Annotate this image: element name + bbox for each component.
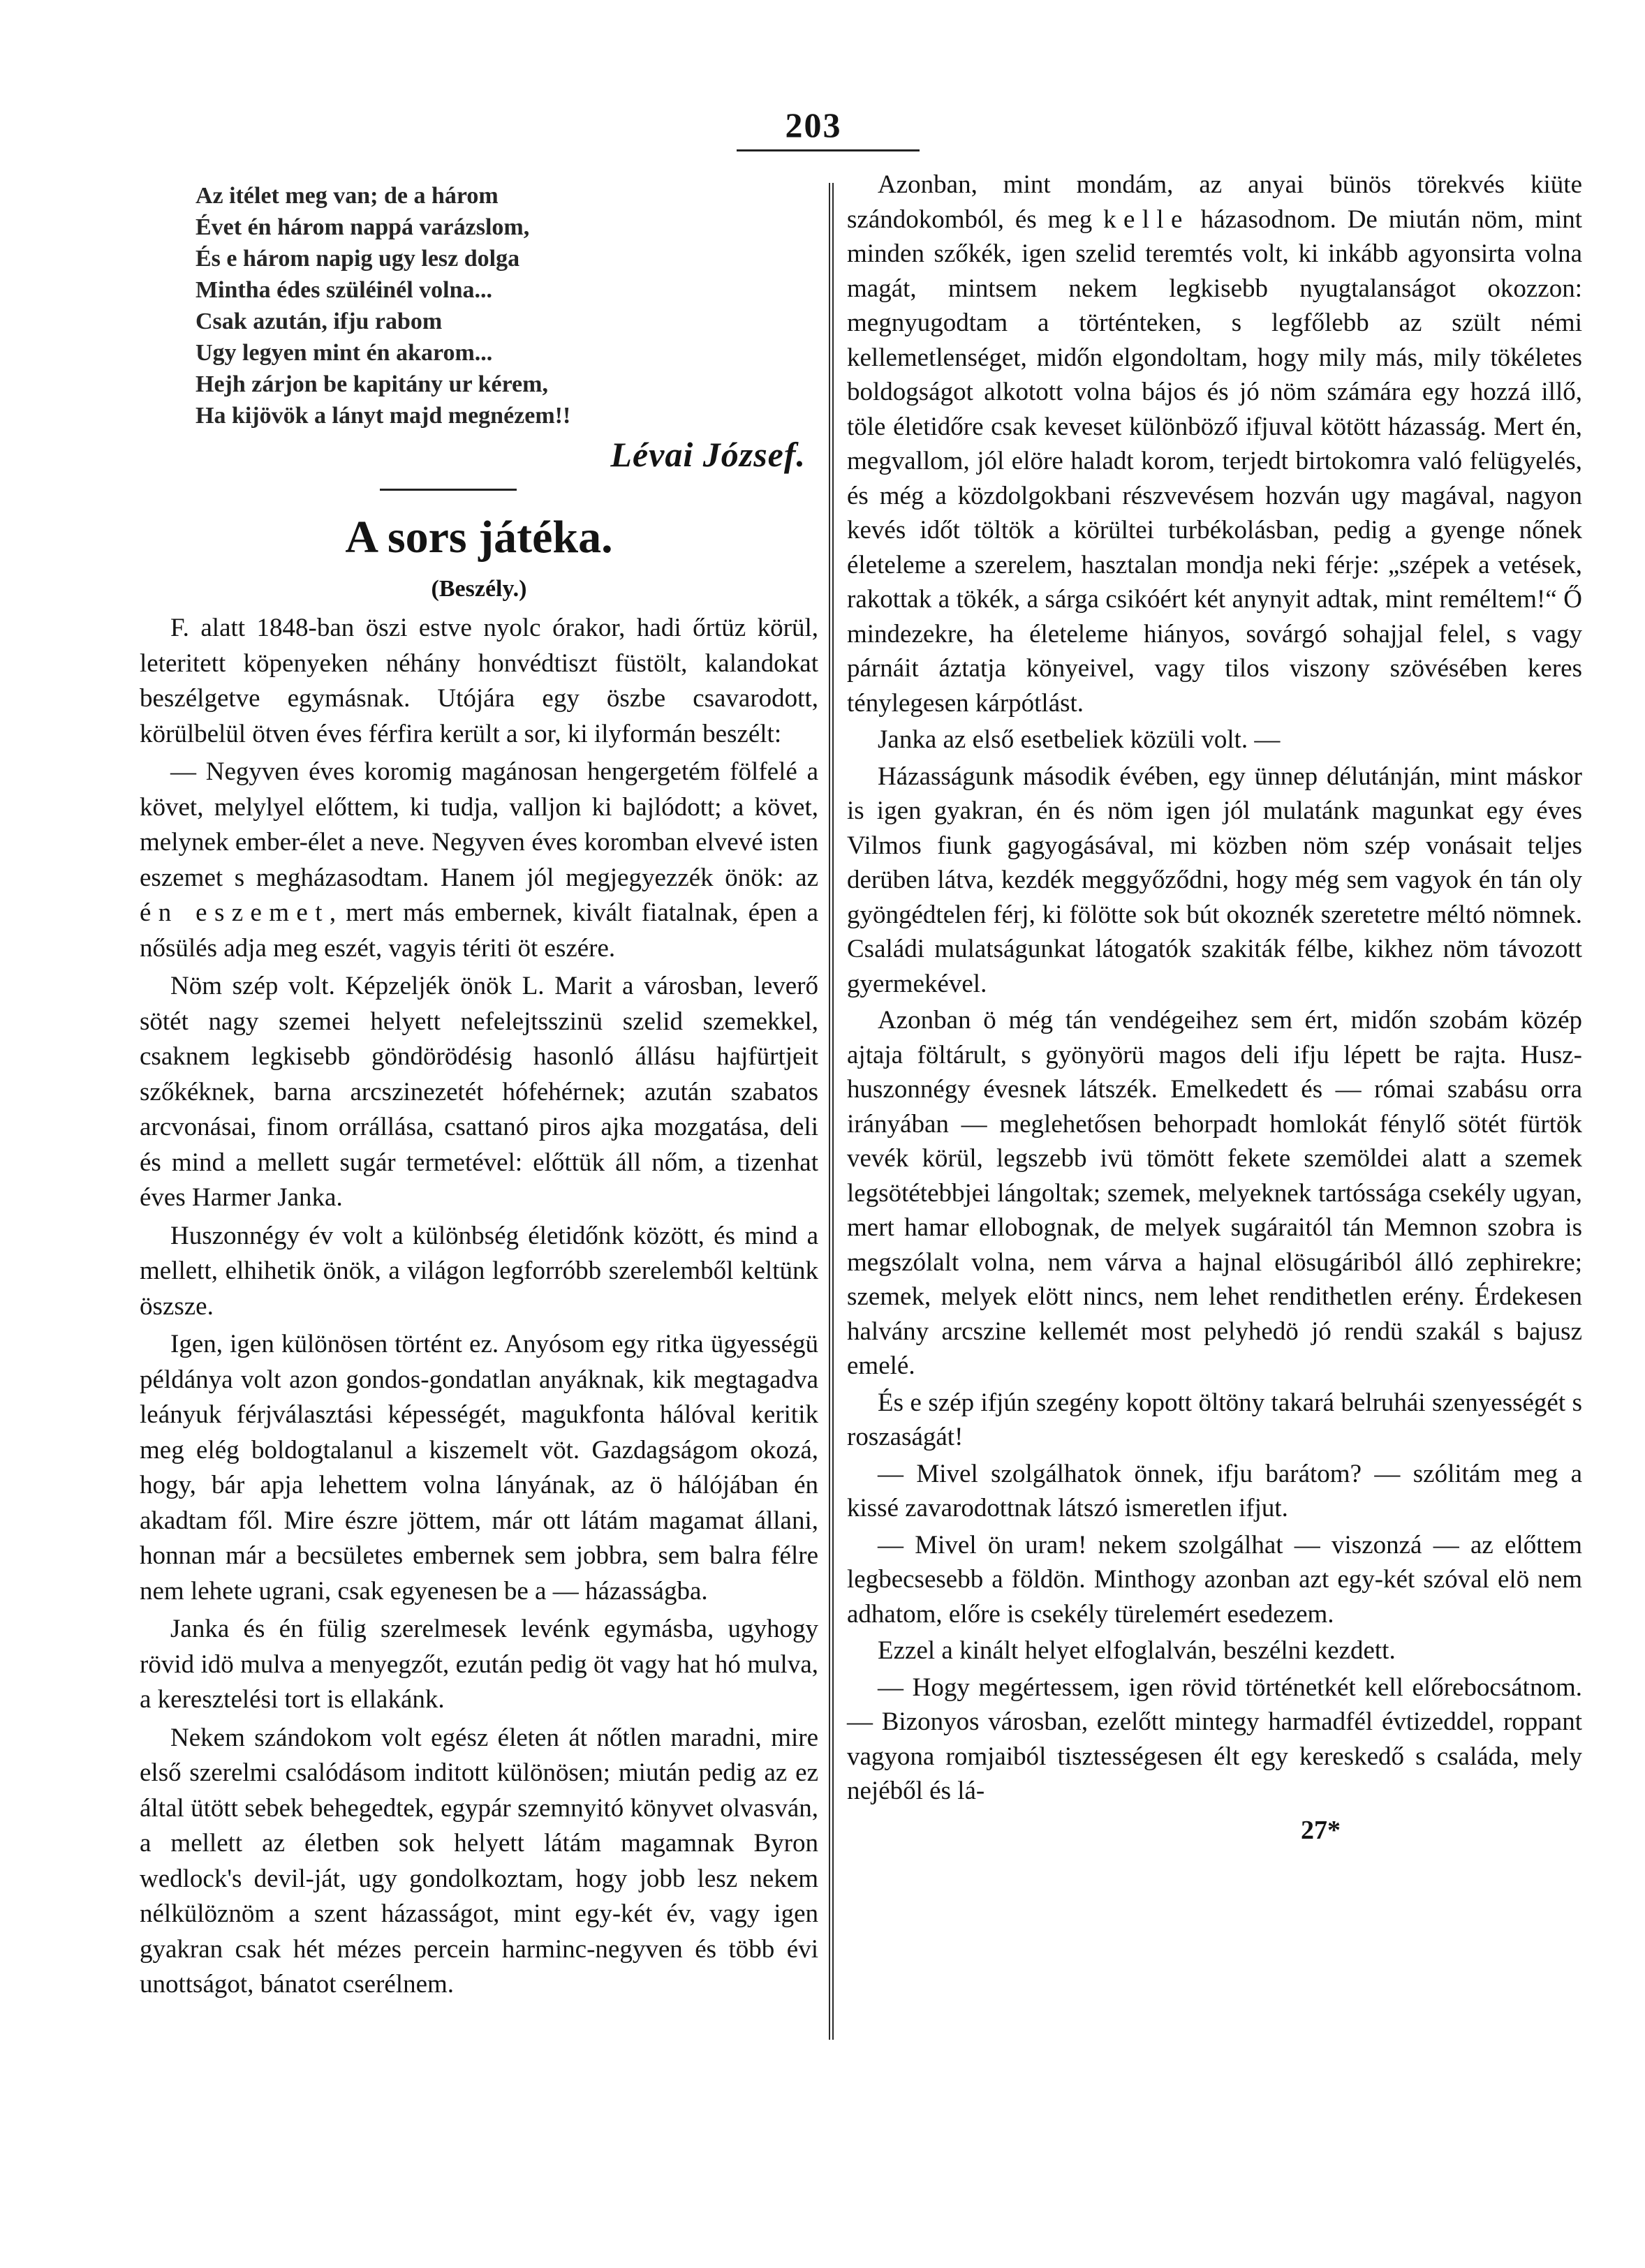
story-paragraph: Janka az első esetbeliek közüli volt. — xyxy=(878,725,1281,754)
story-paragraph xyxy=(140,755,818,966)
page-number: 203 xyxy=(785,105,842,144)
poem-line: Hejh zárjon be kapitány ur kérem, xyxy=(196,371,548,397)
story-paragraph: Huszonnégy év volt a különbség életidőnk között, és mind a mellett, elhihetik önök, a világon legforróbb szerelemből keltünk öszsze. xyxy=(140,1221,818,1321)
story-paragraph: Nekem szándokom volt egész életen át nőtlen maradni, mire első szerelmi csalódásom inditott különösen; miután pedig az ez által ütött sebek behegedtek, egypár szemnyitó könyvet olvasván, a mellett az életben sok helyett látám magamnak Byron wedlock's devil-ját, ugy gondolkoztam, hogy jobb lesz nekem nélkülöznöm a szent házasságot, mint egy-két év, vagy igen gyakran csak hét mézes percein harminc-negyven és több évi unottságot, bánatot cserélnem. xyxy=(140,1723,818,1999)
header-rule xyxy=(737,149,920,151)
poem-line: Ha kijövök a lányt majd megnézem!! xyxy=(196,403,571,429)
column-divider xyxy=(829,183,834,2040)
story-text: Azonban, mint mondám, az anyai bünös törekvés kiüte szándokomból, és meg xyxy=(847,170,1582,234)
right-column xyxy=(847,168,1582,1846)
poem-line: Évet én három nappá varázslom, xyxy=(196,214,530,240)
story-paragraph: Janka és én fülig szerelmesek levénk egymásba, ugyhogy rövid idö mulva a menyegzőt, ezután pedig öt vagy hat hó mulva, a keresztelési tort is ellakánk. xyxy=(140,1615,818,1714)
story-title: A sors játéka. xyxy=(345,512,613,563)
story-text: — Negyven éves koromig magánosan hengergetém fölfelé a követ, melylyel előttem, ki tudja, valljon ki bajlódott; a követ, melynek ember-élet a neve. Negyven éves koromban elvevé isten eszemet s megházasodtam. Hanem jól megjegyezzék önök: az xyxy=(140,757,818,892)
story-paragraph xyxy=(847,168,1582,720)
story-paragraph: Házasságunk második évében, egy ünnep délutánján, mint máskor is igen gyakran, én és nöm igen jól mulatánk magunkat egy éves Vilmos fiunk gagyogásával, mi közben nöm szép vonásait teljes derüben látva, kezdék meggyőződni, hogy még sem vagyok én tán oly gyöngédtelen férj, ki fölötte sok bút okoznék szeretetre méltó nömnek. Családi mulatságunkat látogatók szakiták félbe, kikhez nöm távozott gyermekével. xyxy=(847,762,1582,998)
story-paragraph: Ezzel a kinált helyet elfoglalván, beszélni kezdett. xyxy=(878,1636,1396,1665)
story-paragraph: — Mivel szolgálhatok önnek, ifju barátom? — szólitám meg a kissé zavarodottnak látszó ismeretlen ifjut. xyxy=(847,1459,1582,1522)
story-text: , mert más embernek, kivált fiatalnak, épen a nősülés adja meg eszét, vagyis tériti öt eszére. xyxy=(140,898,818,963)
story-paragraph: F. alatt 1848-ban öszi estve nyolc órakor, hadi őrtüz körül, leteritett köpenyeken néhány honvédtiszt füstölt, kalandokat beszélgetve egymásnak. Utójára egy öszbe csavarodott, körülbelül ötven éves férfira került a sor, ki ilyformán beszélt: xyxy=(140,614,818,748)
spaced-emphasis: én eszemet xyxy=(140,898,330,927)
section-divider xyxy=(380,489,517,491)
story-paragraph: Azonban ö még tán vendégeihez sem ért, midőn szobám közép ajtaja föltárult, s gyönyörü magos deli ifju lépett be rajta. Husz-huszonnégy évesnek látszék. Emelkedett és — római szabásu orra irányában — meglehetősen behorpadt homlokát fénylő sötét fürtök vevék körül, legszebb ivü tömött fekete szemöldei alatt a szemek legsötétebbjei lángoltak; szemek, melyeknek tartóssága csekély ugyan, mert hamar ellobognak, de melyek sugáraitól tán Memnon szobra is megszólalt volna, nem várva a hajnal elösugáriból álló zephirekre; szemek, melyek elött nincs, nem lehet rendithetlen erény. Érdekesen halvány arcszine kellemét most pelyhedö jó rendü szakál s bajusz emelé. xyxy=(847,1006,1582,1380)
poem-line: És e három napig ugy lesz dolga xyxy=(196,246,520,272)
spaced-emphasis: kelle xyxy=(1103,205,1190,234)
story-text: házasodnom. De miután nöm, mint minden szőkék, igen szelid teremtés volt, ki inkább agyonsirta volna magát, mintsem nekem legkisebb nyugtalanságot okozzon: megnyugodtam a történteken, s legfőlebb az szült némi kellemetlenséget, midőn elgondoltam, hogy mily más, mily tökéletes boldogságot alkotott volna bájos és jó nöm számára egy hozzá illő, töle életidőre csak keveset különböző ifjuval kötött házasság. Mert én, megvallom, jól elöre haladt korom, terjedt birtokomra való felügyelés, és még a közdolgokbani részvevésem hozván ugy magával, nagyon kevés időt töltök a körültei turbékolásban, pedig a gyenge nőnek életeleme a szerelem, hasztalan mondja neki férje: „szépek a vetések, rakottak a tökék, a sárga csikóért két anynyit adtak, mint reméltem!“ Ő mindezekre, ha életeleme hiányos, sovárgó sohajjal felel, s vagy párnáit áztatja könyeivel, vagy tilos viszony szövésében keres ténylegesen kárpótlást. xyxy=(847,205,1583,718)
poem-line: Mintha édes szüléinél volna... xyxy=(196,277,493,303)
poem-line: Csak azután, ifju rabom xyxy=(196,309,443,334)
poem-line: Ugy legyen mint én akarom... xyxy=(196,340,493,366)
left-column xyxy=(140,168,818,2006)
poem-author-signature: Lévai József. xyxy=(610,435,806,474)
story-paragraph: — Hogy megértessem, igen rövid történetkét kell előrebocsátnom. — Bizonyos városban, ezelőtt mintegy harmadfél évtizeddel, roppant vagyona romjaiból tisztességesen élt egy kereskedő s családa, mely nejéből és lá- xyxy=(847,1673,1582,1805)
poem-line: Az itélet meg van; de a három xyxy=(196,183,499,209)
story-paragraph: És e szép ifjún szegény kopott öltöny takará belruhái szenyességét s roszaságát! xyxy=(847,1388,1582,1451)
story-paragraph: Nöm szép volt. Képzeljék önök L. Marit a városban, leverő sötét nagy szemei helyett nefelejtsszinü szelid szemekkel, csaknem legkisebb göndörödésig hasonló állásu hajfürtjeit szőkéknek, barna arcszinezetét hófehérnek; azután szabatos arcvonásai, finom orrállása, csattanó piros ajka mozgatása, deli és mind a mellett sugár termetével: előttük áll nőm, a tizenhat éves Harmer Janka. xyxy=(140,972,818,1212)
story-subtitle: (Beszély.) xyxy=(431,576,527,602)
story-paragraph: Igen, igen különösen történt ez. Anyósom egy ritka ügyességü példánya volt azon gondos-gondatlan anyáknak, kik megtagadva leányuk férjválasztási képességét, magukfonta hálóval keritik meg elég boldogtalanul a kiszemelt vöt. Gazdagságom okozá, hogy, bár apja lehettem volna lányának, az ö hálójában én akadtam fől. Mire észre jöttem, már ott látám magamat állani, honnan már a becsületes embernek sem jobbra, sem balra félre nem lehete ugrani, csak egyenesen be a — házasságba. xyxy=(140,1330,818,1606)
printer-signature-mark: 27* xyxy=(1301,1815,1341,1845)
poem-stanza xyxy=(196,180,818,431)
story-paragraph: — Mivel ön uram! nekem szolgálhat — viszonzá — az előttem legbecsesebb a földön. Minthogy azonban azt egy-két szóval elö nem adhatom, előre is csekély türelemért esedezem. xyxy=(847,1530,1582,1629)
